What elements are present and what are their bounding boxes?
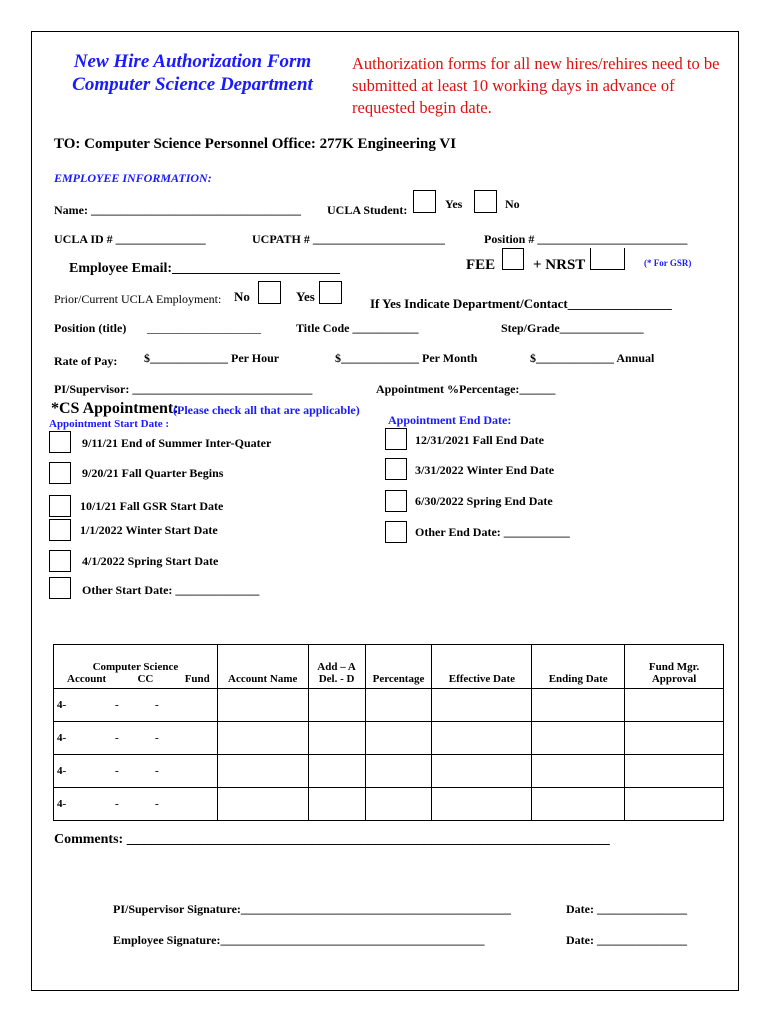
end-date-checkbox-3[interactable] [385, 490, 407, 512]
table-cell[interactable] [365, 689, 432, 722]
table-cell[interactable] [625, 788, 724, 821]
end-date-header: Appointment End Date: [388, 413, 512, 427]
dash: - [115, 699, 119, 711]
dash: - [155, 798, 159, 810]
fund-mgr-label: Fund Mgr. [648, 661, 700, 673]
percentage-header: Percentage [365, 645, 432, 689]
step-grade-field[interactable]: Step/Grade______________ [501, 321, 644, 335]
table-cell[interactable] [308, 755, 365, 788]
fund-subheader: Fund [184, 673, 210, 685]
ucla-student-no-checkbox[interactable] [474, 190, 497, 213]
rate-of-pay-label: Rate of Pay: [54, 354, 118, 368]
add-a-label: Add – A [317, 661, 356, 673]
per-hour-field[interactable]: $_____________ Per Hour [144, 351, 280, 365]
table-cell[interactable] [432, 689, 532, 722]
annual-field[interactable]: $_____________ Annual [530, 351, 655, 365]
prior-no-label: No [234, 289, 250, 304]
fee-checkbox[interactable] [502, 248, 524, 270]
other-start-date-field[interactable]: Other Start Date: ______________ [82, 583, 260, 597]
table-cell[interactable] [532, 788, 625, 821]
table-row [54, 689, 724, 722]
nrst-checkbox[interactable] [590, 248, 625, 270]
employee-signature-date-field[interactable]: Date: _______________ [566, 933, 687, 947]
start-date-checkbox-1[interactable] [49, 431, 71, 453]
yes-label: Yes [445, 197, 463, 211]
name-field[interactable]: Name: ___________________________________ [54, 203, 301, 217]
account-cell[interactable] [54, 755, 218, 788]
comments-field[interactable]: Comments: _____________________________________________________________________ [54, 832, 610, 847]
table-cell[interactable] [625, 755, 724, 788]
start-date-checkbox-4[interactable] [49, 519, 71, 541]
ending-date-header: Ending Date [532, 645, 625, 689]
pi-signature-field[interactable]: PI/Supervisor Signature:_____________________________________________ [113, 902, 511, 916]
table-cell[interactable] [625, 722, 724, 755]
account-prefix: 4- [57, 732, 67, 744]
dash: - [115, 765, 119, 777]
table-cell[interactable] [365, 755, 432, 788]
prior-employment-label: Prior/Current UCLA Employment: [54, 292, 222, 306]
department-contact-field[interactable]: If Yes Indicate Department/Contact________________ [370, 296, 672, 311]
section-employee-info: EMPLOYEE INFORMATION: [54, 171, 212, 185]
effective-date-header: Effective Date [432, 645, 532, 689]
prior-yes-checkbox[interactable] [319, 281, 342, 304]
table-cell[interactable] [532, 689, 625, 722]
dash: - [155, 699, 159, 711]
position-number-field[interactable]: Position # _________________________ [484, 232, 688, 246]
start-date-checkbox-other[interactable] [49, 577, 71, 599]
table-row [54, 755, 724, 788]
account-prefix: 4- [57, 798, 67, 810]
table-cell[interactable] [365, 722, 432, 755]
other-end-date-field[interactable]: Other End Date: ___________ [415, 525, 570, 539]
end-date-option: 6/30/2022 Spring End Date [415, 494, 553, 508]
for-gsr-note: (* For GSR) [644, 258, 692, 268]
dash: - [115, 798, 119, 810]
employee-signature-field[interactable]: Employee Signature:____________________________________________ [113, 933, 485, 947]
start-date-option: 9/11/21 End of Summer Inter-Quater [82, 436, 272, 450]
end-date-option: 3/31/2022 Winter End Date [415, 463, 555, 477]
cs-account-header [54, 645, 218, 689]
account-prefix: 4- [57, 765, 67, 777]
submission-notice: Authorization forms for all new hires/rehires need to be submitted at least 10 working days in advance of requested begin date. [352, 54, 720, 117]
no-label: No [505, 197, 520, 211]
ucla-student-yes-checkbox[interactable] [413, 190, 436, 213]
position-title-field[interactable]: ___________________ [147, 321, 261, 335]
pi-signature-date-field[interactable]: Date: _______________ [566, 902, 687, 916]
check-all-note: (Please check all that are applicable) [173, 403, 360, 417]
account-name-header: Account Name [217, 645, 308, 689]
table-cell[interactable] [217, 722, 308, 755]
table-cell[interactable] [432, 788, 532, 821]
table-row [54, 722, 724, 755]
table-cell[interactable] [532, 755, 625, 788]
start-date-checkbox-5[interactable] [49, 550, 71, 572]
table-cell[interactable] [532, 722, 625, 755]
table-cell[interactable] [217, 788, 308, 821]
to-line: TO: Computer Science Personnel Office: 277K Engineering VI [54, 136, 457, 152]
end-date-checkbox-other[interactable] [385, 521, 407, 543]
table-cell[interactable] [432, 755, 532, 788]
table-cell[interactable] [625, 689, 724, 722]
table-cell[interactable] [308, 722, 365, 755]
add-del-header [308, 645, 365, 689]
form-title: New Hire Authorization Form Computer Science Department [72, 51, 313, 95]
table-row [54, 788, 724, 821]
pi-supervisor-field[interactable]: PI/Supervisor: ______________________________ [54, 382, 313, 396]
account-prefix: 4- [57, 699, 67, 711]
title-code-field[interactable]: Title Code ___________ [296, 321, 419, 335]
ucpath-field[interactable]: UCPATH # ______________________ [252, 232, 445, 246]
dash: - [115, 732, 119, 744]
ucla-student-label: UCLA Student: [327, 203, 408, 217]
cc-subheader: CC [137, 673, 154, 685]
cs-header-label: Computer Science [92, 661, 179, 673]
account-cell[interactable] [54, 689, 218, 722]
account-cell[interactable] [54, 788, 218, 821]
prior-yes-label: Yes [296, 289, 315, 304]
end-date-checkbox-2[interactable] [385, 458, 407, 480]
table-cell[interactable] [308, 689, 365, 722]
nrst-label: + NRST [533, 257, 586, 273]
cs-appointment-label: *CS Appointment: [51, 400, 179, 417]
del-d-label: Del. - D [318, 673, 355, 685]
account-subheader: Account [67, 673, 107, 685]
start-date-option: 9/20/21 Fall Quarter Begins [82, 466, 224, 480]
start-date-checkbox-3[interactable] [49, 495, 71, 517]
account-cell[interactable] [54, 722, 218, 755]
end-date-checkbox-1[interactable] [385, 428, 407, 450]
start-date-checkbox-2[interactable] [49, 462, 71, 484]
dash: - [155, 732, 159, 744]
position-title-label: Position (title) [54, 321, 127, 335]
account-table [53, 644, 724, 821]
start-date-option: 1/1/2022 Winter Start Date [80, 523, 218, 537]
dash: - [155, 765, 159, 777]
start-date-option: 4/1/2022 Spring Start Date [82, 554, 219, 568]
table-cell[interactable] [217, 755, 308, 788]
prior-no-checkbox[interactable] [258, 281, 281, 304]
end-date-option: 12/31/2021 Fall End Date [415, 433, 545, 447]
ucla-id-field[interactable]: UCLA ID # _______________ [54, 232, 206, 246]
table-cell[interactable] [308, 788, 365, 821]
fee-label: FEE [466, 257, 496, 273]
employee-email-field[interactable]: Employee Email:________________________ [69, 261, 341, 276]
table-cell[interactable] [432, 722, 532, 755]
start-date-option: 10/1/21 Fall GSR Start Date [80, 499, 224, 513]
fund-mgr-header [625, 645, 724, 689]
appointment-percentage-field[interactable]: Appointment %Percentage:______ [376, 382, 556, 396]
per-month-field[interactable]: $_____________ Per Month [335, 351, 478, 365]
table-cell[interactable] [365, 788, 432, 821]
approval-label: Approval [651, 673, 697, 685]
start-date-header: Appointment Start Date : [49, 418, 170, 430]
table-cell[interactable] [217, 689, 308, 722]
